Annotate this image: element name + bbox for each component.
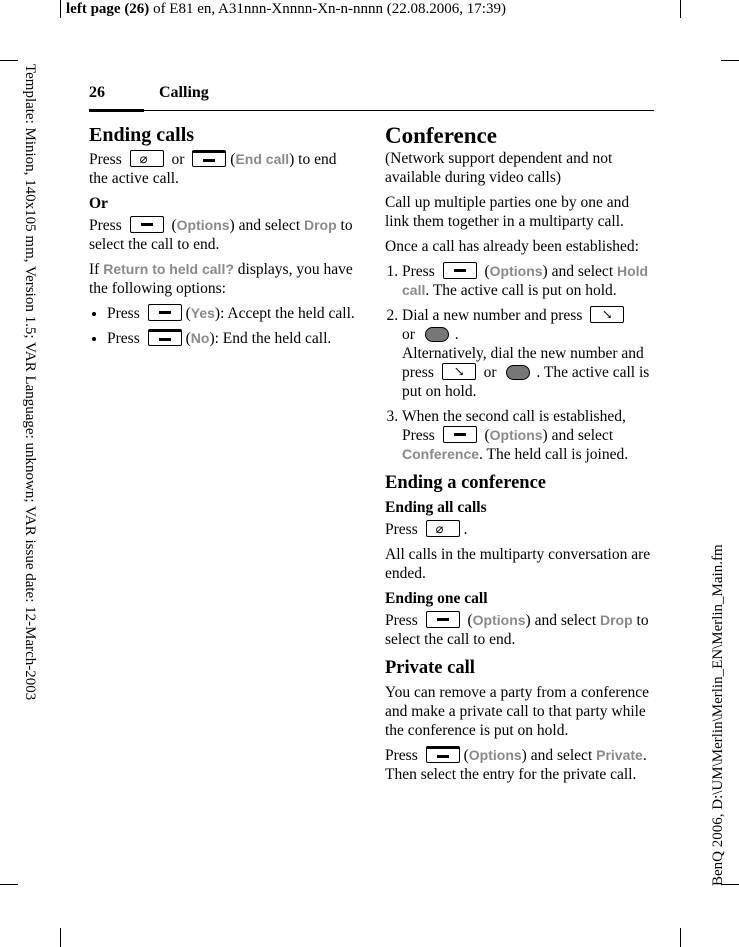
paragraph: Press (Options) and select Drop to select the call to end. xyxy=(89,217,353,253)
end-key-icon xyxy=(426,520,460,537)
section-title: Calling xyxy=(159,84,209,101)
paragraph: Press (Options) and select Drop to select the call to end. xyxy=(385,612,649,648)
print-header: left page (26) of E81 en, A31nnn-Xnnnn-Xn-n-nnnn (22.08.2006, 17:39) xyxy=(66,1,506,17)
left-softkey-icon xyxy=(130,216,164,233)
crop-mark xyxy=(680,928,681,947)
header-rule-accent xyxy=(89,109,144,112)
heading-private-call: Private call xyxy=(385,658,475,678)
file-path-vertical: BenQ 2006, D:\UM\Merlin\Merlin_EN\Merlin_Main.fm xyxy=(710,544,726,886)
paragraph: Press (Options) and select Private. Then select the entry for the private call. xyxy=(385,747,647,783)
template-info-vertical: Template: Minion, 140x105 mm, Version 1.5; VAR Language: unknown; VAR issue date: 12-March-2003 xyxy=(22,64,38,701)
paragraph: Press ⌀ . xyxy=(385,520,653,539)
heading-ending-calls: Ending calls xyxy=(89,124,195,146)
left-softkey-icon xyxy=(443,262,477,279)
call-key-icon xyxy=(590,306,624,323)
right-softkey-icon xyxy=(426,746,460,763)
crop-mark xyxy=(721,60,739,61)
joystick-icon xyxy=(506,365,530,380)
paragraph: All calls in the multiparty conversation are ended. xyxy=(385,546,651,582)
crop-mark xyxy=(60,0,61,18)
list-item: • Press (Yes): Accept the held call. xyxy=(107,304,357,323)
heading-conference: Conference xyxy=(385,123,497,148)
end-key-icon xyxy=(130,150,164,167)
crop-mark xyxy=(0,884,18,885)
joystick-icon xyxy=(425,327,449,342)
left-column xyxy=(89,126,357,354)
left-softkey-icon xyxy=(443,426,477,443)
left-softkey-icon xyxy=(148,304,182,321)
crop-mark xyxy=(680,0,681,18)
list-item: 2. Dial a new number and press ↗ or . Alternatively, dial the new number and press ↗ or . The active call is put on hold. xyxy=(402,306,653,401)
right-column xyxy=(385,123,653,790)
paragraph: Once a call has already been established: xyxy=(385,238,639,255)
paragraph: Press ⌀ or (End call) to end the active call. xyxy=(89,150,357,188)
list-item: 3. When the second call is established, Press (Options) and select Conference. The held call is joined. xyxy=(402,407,653,464)
right-softkey-icon xyxy=(148,329,182,346)
list-item: 1. Press (Options) and select Hold call. The active call is put on hold. xyxy=(402,262,653,300)
paragraph: Call up multiple parties one by one and link them together in a multiparty call. xyxy=(385,194,630,230)
crop-mark xyxy=(60,928,61,947)
left-softkey-icon xyxy=(426,611,460,628)
or-label: Or xyxy=(89,195,108,212)
steps-list xyxy=(385,262,653,464)
header-rule xyxy=(89,110,654,111)
options-list xyxy=(89,304,357,348)
paragraph: You can remove a party from a conference and make a private call to that party while the conference is put on hold. xyxy=(385,684,649,739)
call-key-icon xyxy=(442,363,476,380)
page-number: 26 xyxy=(89,84,105,101)
crop-mark xyxy=(0,60,18,61)
paragraph: (Network support dependent and not available during video calls) xyxy=(385,150,613,186)
right-softkey-icon xyxy=(192,150,226,167)
heading-ending-one-call: Ending one call xyxy=(385,590,488,607)
heading-ending-all-calls: Ending all calls xyxy=(385,499,487,516)
list-item: • Press (No): End the held call. xyxy=(107,329,357,348)
paragraph: If Return to held call? displays, you have the following options: xyxy=(89,261,353,297)
heading-ending-conference: Ending a conference xyxy=(385,473,547,493)
